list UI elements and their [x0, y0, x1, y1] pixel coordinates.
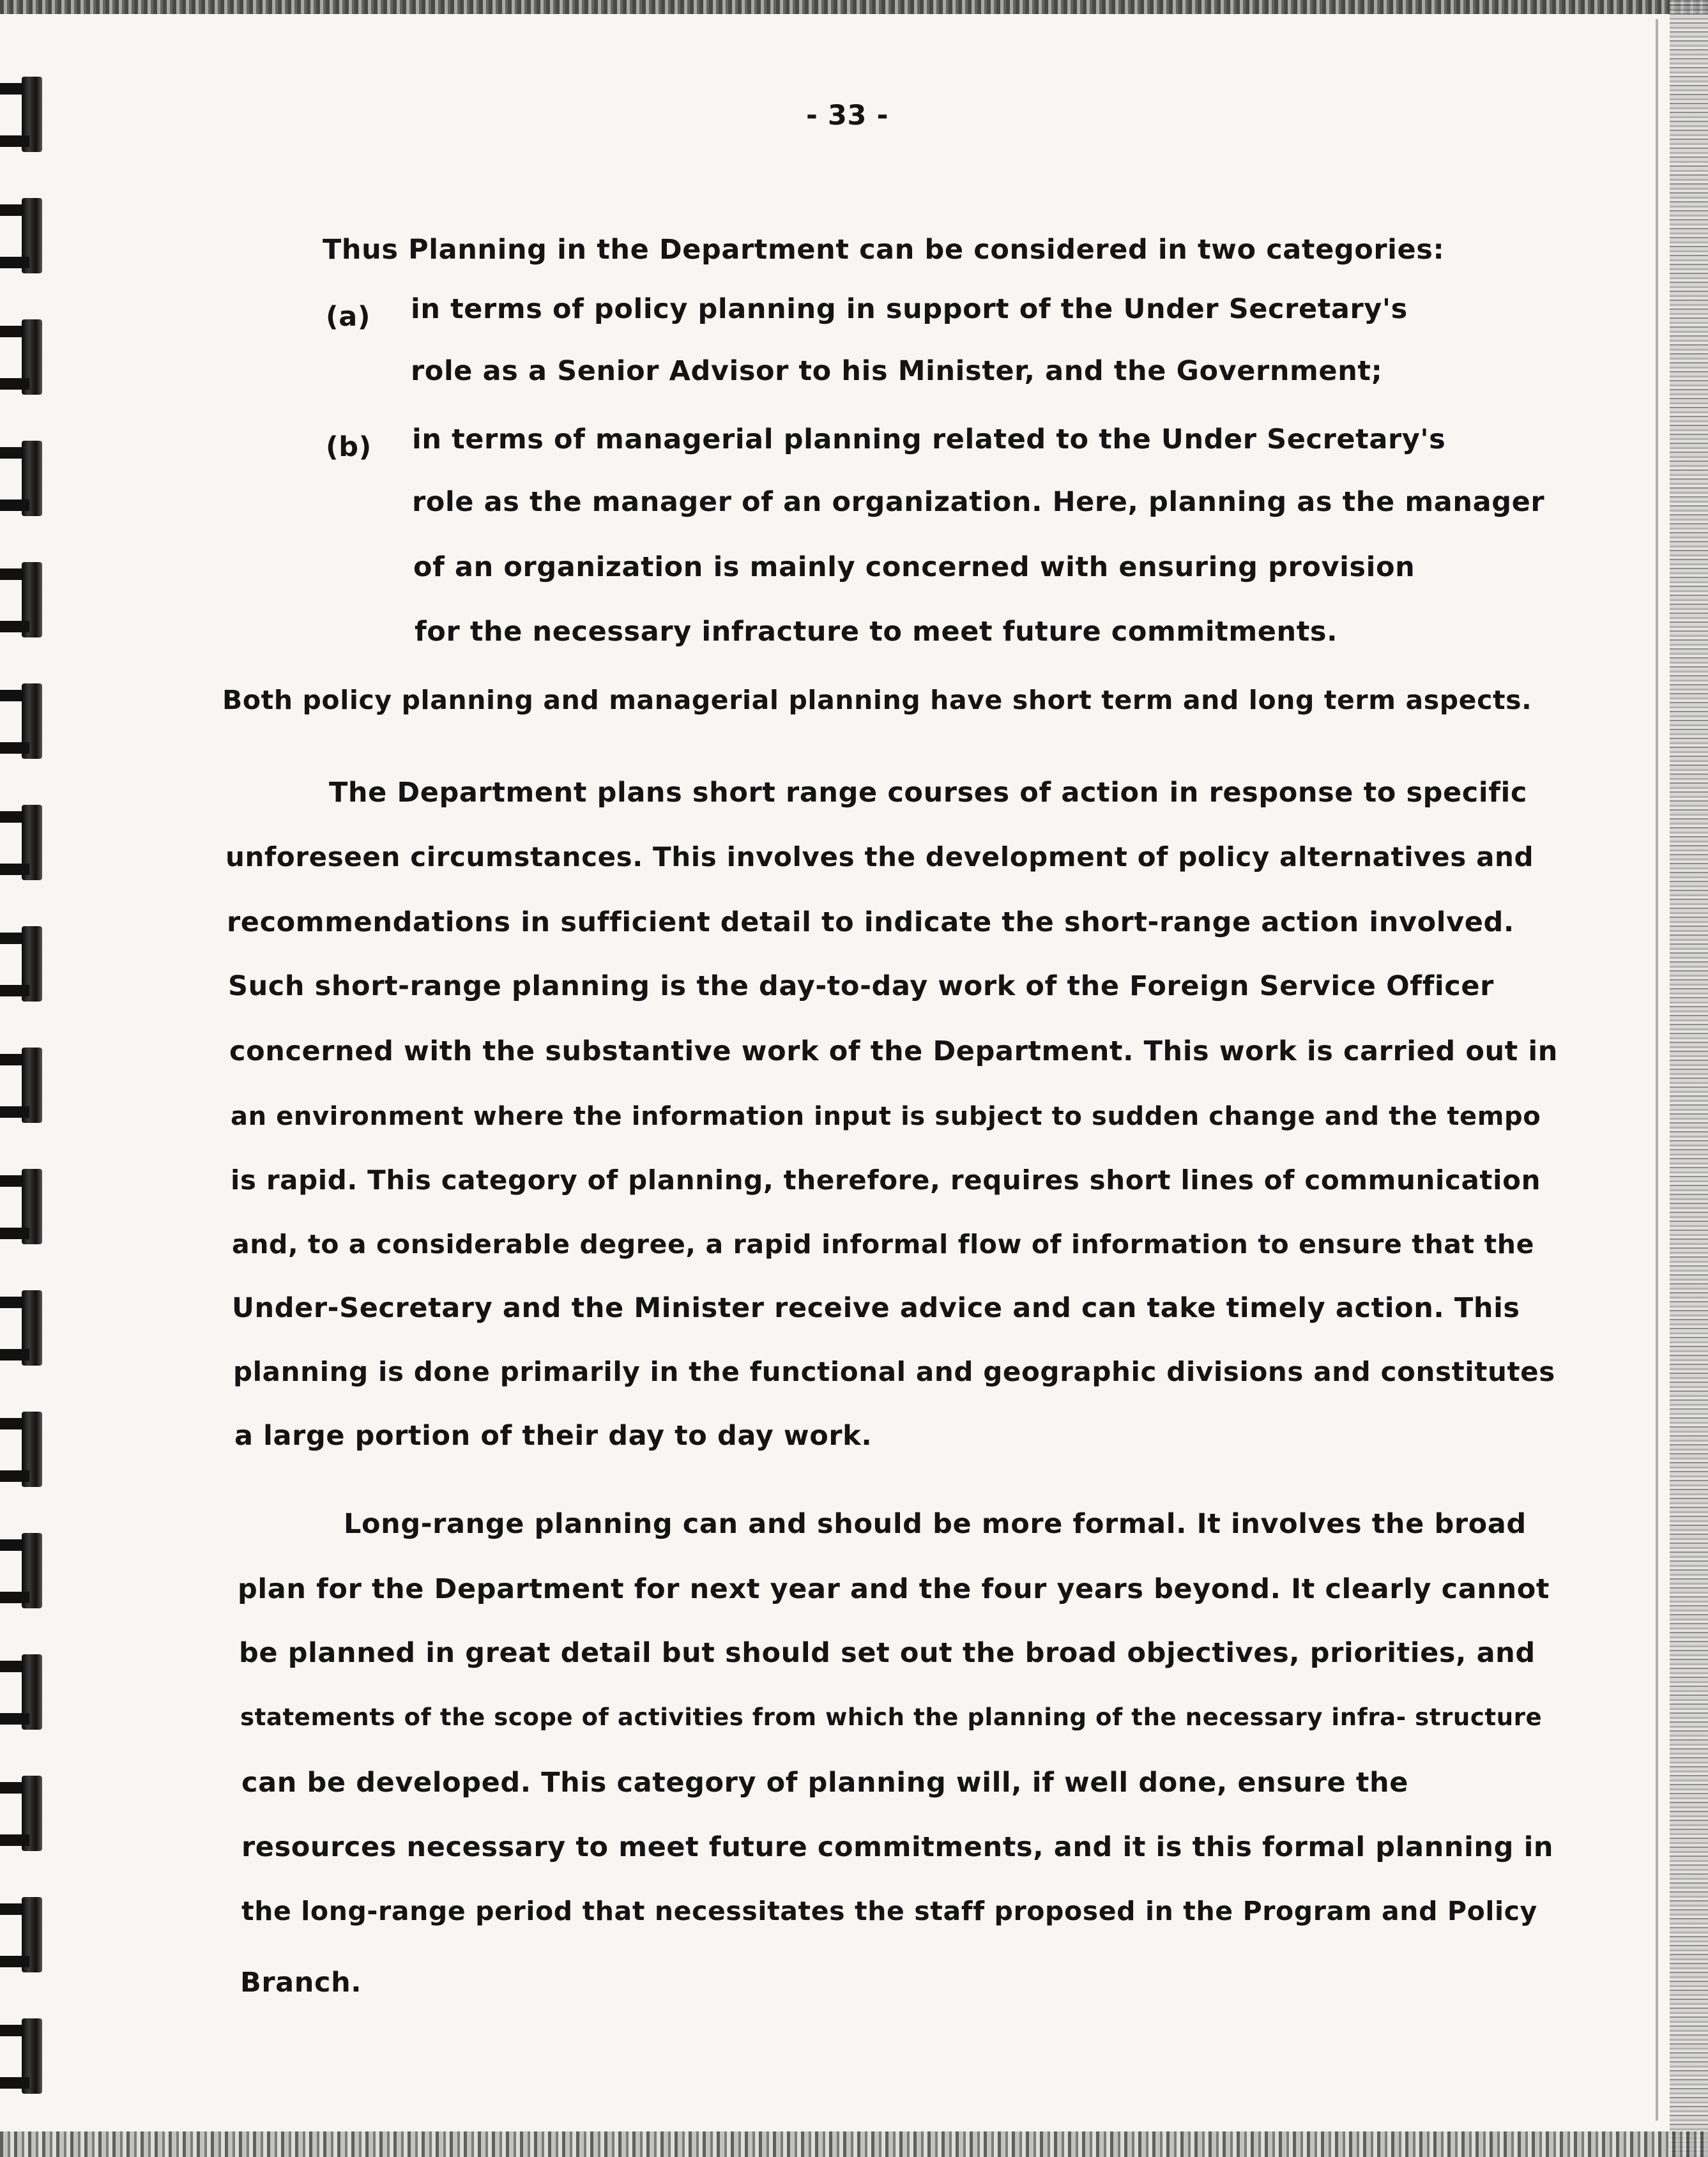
- binding-ring: [0, 1412, 52, 1487]
- short-range-line: concerned with the substantive work of the Department. This work is carried out in: [229, 1035, 1558, 1067]
- binding-ring: [0, 1776, 52, 1851]
- long-range-line: Branch.: [240, 1967, 362, 1999]
- item-b-marker: (b): [326, 431, 372, 463]
- binding-ring: [0, 805, 52, 880]
- binding-ring: [0, 1169, 52, 1244]
- short-range-line: unforeseen circumstances. This involves the development of policy alternatives and: [225, 841, 1534, 873]
- short-range-line: recommendations in sufficient detail to indicate the short-range action involved.: [227, 906, 1514, 938]
- long-range-line: plan for the Department for next year and the four years beyond. It clearly cannot: [238, 1573, 1550, 1605]
- short-range-line: a large portion of their day to day work.: [234, 1420, 873, 1452]
- scan-bottom-edge: [0, 2131, 1708, 2157]
- scan-top-edge: [0, 0, 1708, 14]
- short-range-line: an environment where the information input is subject to sudden change and the tempo: [231, 1102, 1541, 1131]
- binding-ring: [0, 562, 52, 637]
- short-range-line: Such short-range planning is the day-to-day work of the Foreign Service Officer: [228, 970, 1494, 1002]
- long-range-line: the long-range period that necessitates the staff proposed in the Program and Policy: [241, 1896, 1537, 1926]
- long-range-line: resources necessary to meet future commitments, and it is this formal planning in: [241, 1831, 1554, 1863]
- page-number: - 33 -: [806, 100, 889, 132]
- item-a-line: in terms of policy planning in support of the Under Secretary's: [411, 293, 1408, 325]
- long-range-line: statements of the scope of activities from which the planning of the necessary infra- structure: [240, 1703, 1543, 1731]
- binding-ring: [0, 1290, 52, 1366]
- binding-ring: [0, 683, 52, 759]
- short-range-line: planning is done primarily in the functional and geographic divisions and constitutes: [233, 1356, 1555, 1387]
- binding-ring: [0, 441, 52, 516]
- short-range-line: The Department plans short range courses of action in response to specific: [329, 777, 1527, 809]
- binding-ring: [0, 1048, 52, 1123]
- long-range-line: Long-range planning can and should be more formal. It involves the broad: [344, 1508, 1527, 1540]
- binding-ring: [0, 2018, 52, 2094]
- scan-right-edge: [1670, 0, 1708, 2157]
- summary-sentence: Both policy planning and managerial planning have short term and long term aspects.: [222, 685, 1532, 715]
- item-b-line: for the necessary infracture to meet future commitments.: [415, 616, 1338, 648]
- long-range-line: be planned in great detail but should set out the broad objectives, priorities, and: [239, 1637, 1536, 1669]
- item-b-line: in terms of managerial planning related to the Under Secretary's: [412, 423, 1446, 455]
- intro-sentence: Thus Planning in the Department can be considered in two categories:: [323, 234, 1445, 266]
- spiral-binding: [0, 70, 57, 2101]
- binding-ring: [0, 77, 52, 152]
- binding-ring: [0, 926, 52, 1002]
- short-range-line: and, to a considerable degree, a rapid informal flow of information to ensure that the: [232, 1229, 1534, 1260]
- short-range-line: is rapid. This category of planning, therefore, requires short lines of communication: [231, 1164, 1541, 1196]
- short-range-line: Under-Secretary and the Minister receive advice and can take timely action. This: [232, 1292, 1520, 1324]
- item-b-line: of an organization is mainly concerned with ensuring provision: [413, 551, 1415, 583]
- binding-ring: [0, 1897, 52, 1972]
- item-b-line: role as the manager of an organization. Here, planning as the manager: [412, 486, 1545, 518]
- item-a-marker: (a): [326, 301, 371, 333]
- binding-ring: [0, 1533, 52, 1608]
- item-a-line: role as a Senior Advisor to his Minister, and the Government;: [411, 355, 1383, 387]
- page-edge-line: [1656, 19, 1658, 2121]
- long-range-line: can be developed. This category of planning will, if well done, ensure the: [241, 1767, 1408, 1799]
- binding-ring: [0, 319, 52, 395]
- binding-ring: [0, 198, 52, 273]
- binding-ring: [0, 1654, 52, 1730]
